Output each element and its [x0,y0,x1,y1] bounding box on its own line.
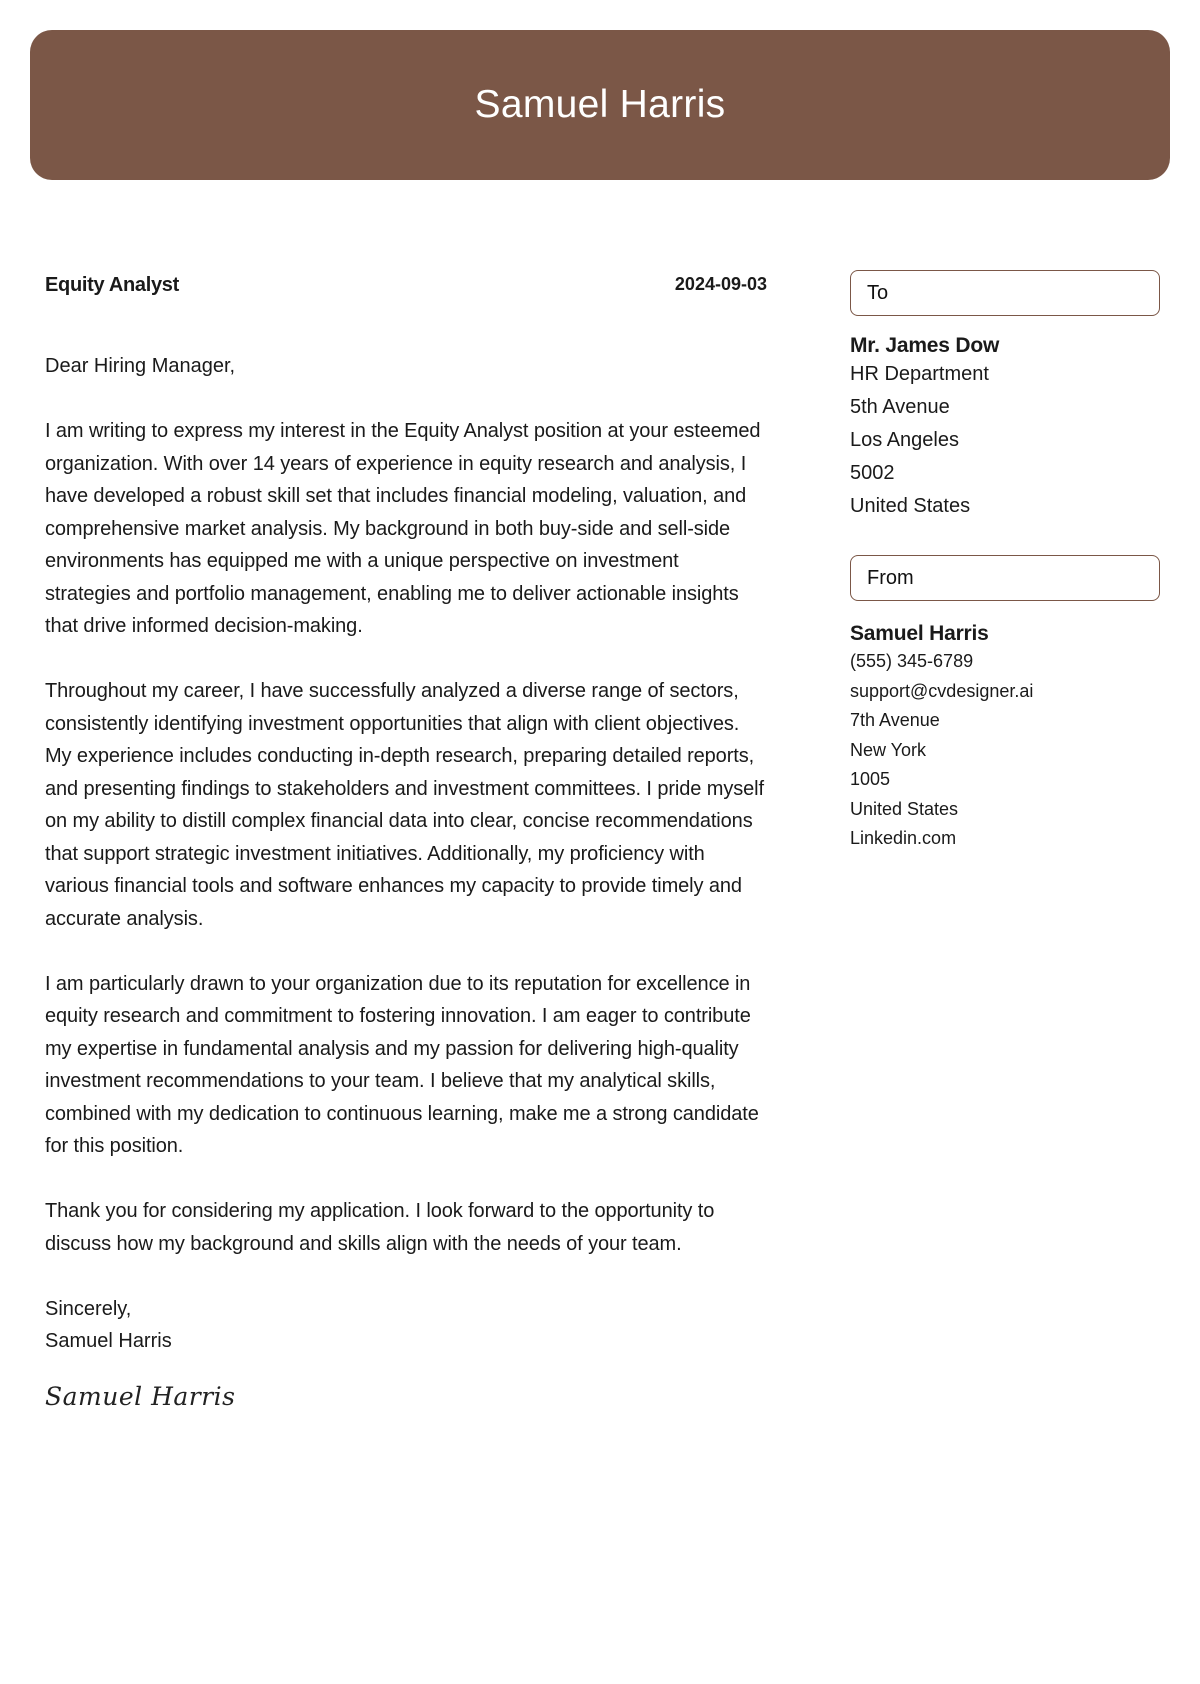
sender-street: 7th Avenue [850,710,940,730]
address-sidebar [850,270,1160,854]
paragraph-3: I am particularly drawn to your organization due to its reputation for excellence in equity research and commitment to fostering innovation. I am eager to contribute my expertise in fundamental analysis and my passion for delivering high-quality investment recommendations to your team. I believe that my analytical skills, combined with my dedication to continuous learning, make me a strong candidate for this position. [45,972,759,1157]
applicant-name: Samuel Harris [474,83,726,126]
job-title: Equity Analyst [45,274,179,296]
recipient-zip: 5002 [850,462,895,484]
letter-date: 2024-09-03 [674,274,767,294]
sender-country: United States [850,798,959,819]
recipient-city: Los Angeles [850,429,959,451]
recipient-department: HR Department [850,363,989,385]
paragraph-1: I am writing to express my interest in the Equity Analyst position at your esteemed organization. With over 14 years of experience in equity research and analysis, I have developed a robust skill set that includes financial modeling, valuation, and comprehensive market analysis. My background in both buy-side and sell-side environments has equipped me with a unique perspective on investment strategies and portfolio management, enabling me to deliver actionable insights that drive informed decision-making. [45,420,761,637]
to-label-box [850,270,1160,316]
sender-city: New York [850,739,927,760]
header-banner [30,30,1170,180]
from-label: From [867,566,914,589]
paragraph-2: Throughout my career, I have successfully analyzed a diverse range of sectors, consistently identifying investment opportunities that align with client objectives. My experience includes conducting in-depth research, preparing detailed reports, and presenting findings to stakeholders and investment committees. I pride myself on my ability to distill complex financial data into clear, concise recommendations that support strategic investment initiatives. Additionally, my proficiency with various financial tools and software enhances my capacity to provide timely and accurate analysis. [45,680,764,930]
letter-body [45,270,767,1411]
recipient-street: 5th Avenue [850,396,950,418]
paragraph-4: Thank you for considering my application. I look forward to the opportunity to discuss how my background and skills align with the needs of your team. [45,1200,715,1255]
sender-phone: (555) 345-6789 [850,651,974,671]
sender-zip: 1005 [850,769,891,789]
sender-name: Samuel Harris [850,622,989,645]
closing-block [45,1293,767,1358]
closing-name: Samuel Harris [45,1330,172,1352]
closing-phrase: Sincerely, [45,1297,132,1320]
salutation: Dear Hiring Manager, [45,355,236,377]
recipient-country: United States [850,495,971,517]
title-row [45,270,767,300]
sender-website: Linkedin.com [850,828,957,848]
recipient-name: Mr. James Dow [850,334,1000,357]
from-label-box [850,555,1160,601]
handwritten-signature: Samuel Harris [45,1381,236,1411]
sender-email: support@cvdesigner.ai [850,680,1034,701]
to-label: To [867,281,889,304]
